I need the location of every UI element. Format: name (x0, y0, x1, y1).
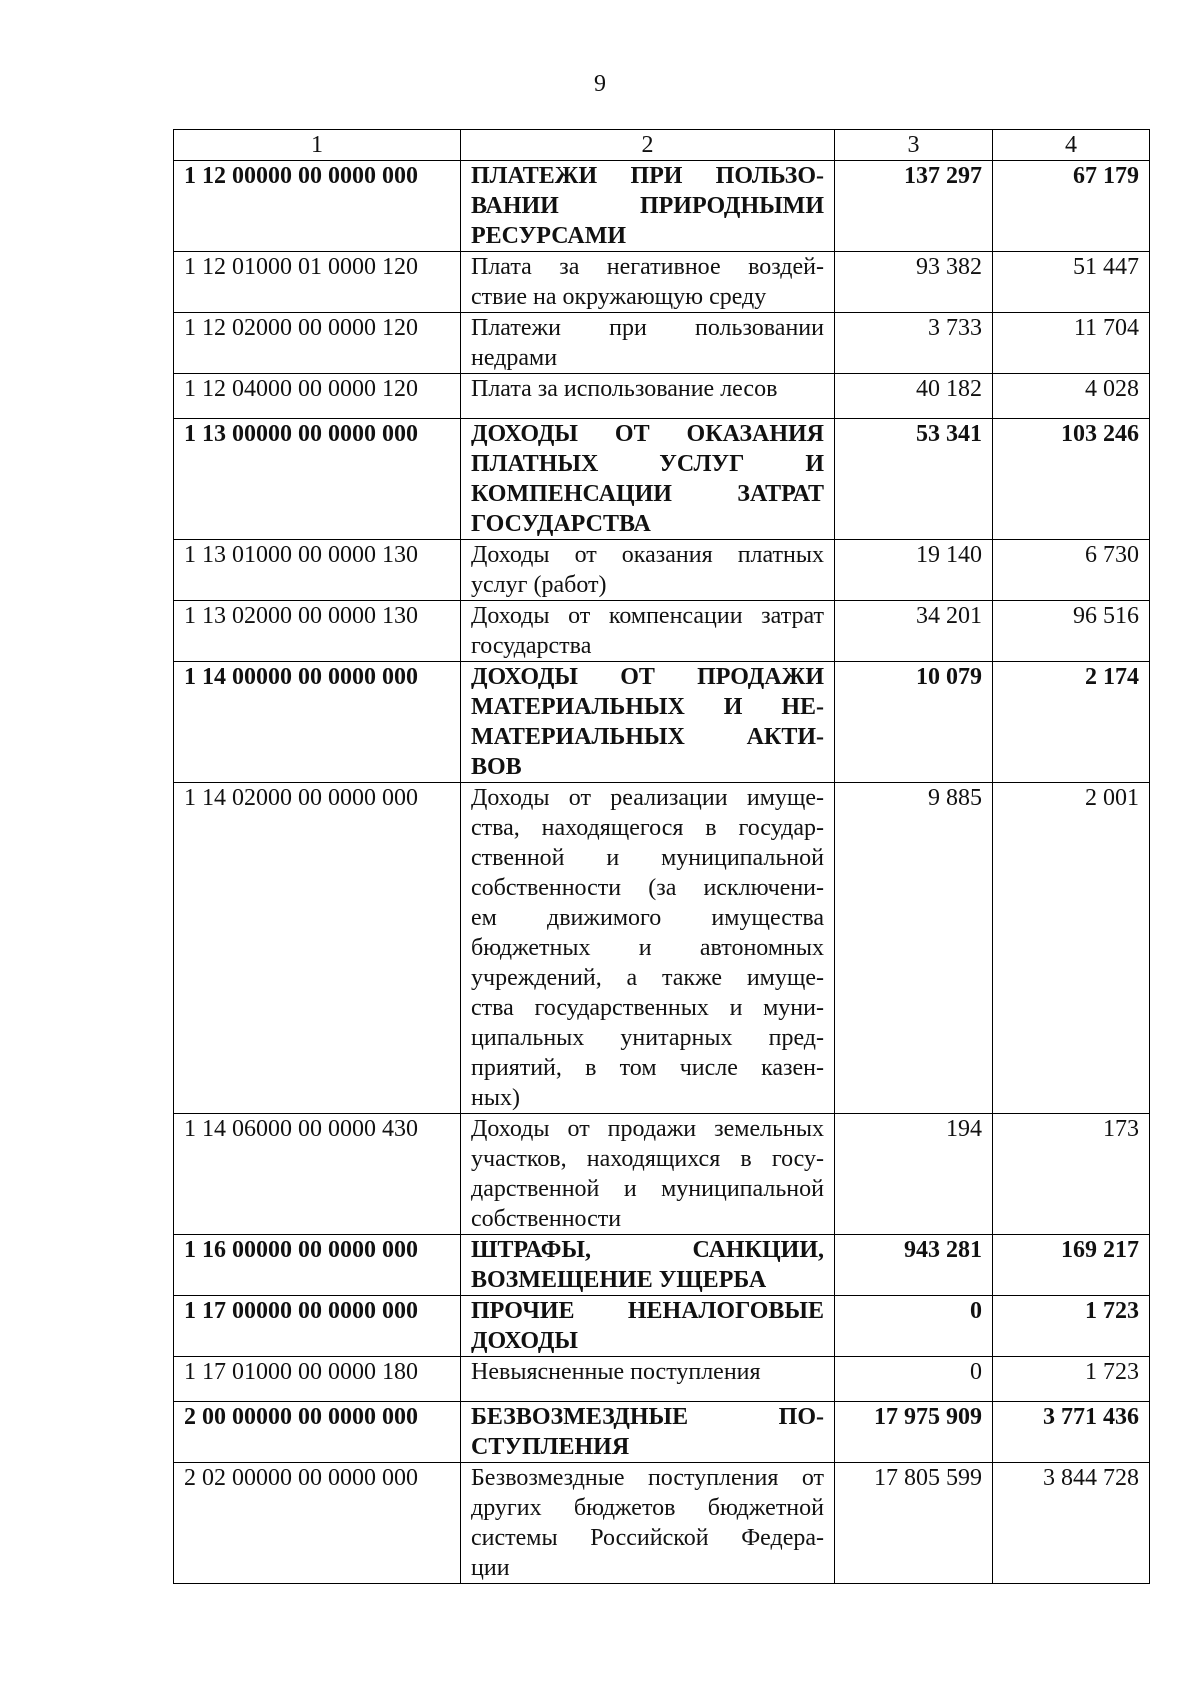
income-name-line: ных) (471, 1085, 520, 1111)
table-row (174, 1357, 1150, 1402)
income-name-line: недрами (471, 345, 558, 371)
income-name-line: Доходы от реализации имуще- (471, 785, 824, 811)
column-header: 4 (993, 130, 1150, 161)
value-col4-cell: 6 730 (993, 540, 1150, 601)
column-header: 1 (174, 130, 461, 161)
value-col4-cell: 3 844 728 (993, 1463, 1150, 1584)
value-col4-cell: 4 028 (993, 374, 1150, 419)
table-row (174, 1114, 1150, 1235)
table-row (174, 783, 1150, 1114)
value-col3-cell: 9 885 (835, 783, 993, 1114)
income-name-line: Плата за использование лесов (471, 376, 778, 402)
income-name-cell (461, 419, 835, 540)
income-name-cell (461, 252, 835, 313)
income-name-line: СТУПЛЕНИЯ (471, 1434, 630, 1460)
income-name-line: ДОХОДЫ ОТ ОКАЗАНИЯ (471, 421, 824, 447)
value-col4-cell: 96 516 (993, 601, 1150, 662)
income-name-line: РЕСУРСАМИ (471, 223, 627, 249)
table-row (174, 419, 1150, 540)
income-name-line: собственности (за исключени- (471, 875, 824, 901)
income-name-line: ГОСУДАРСТВА (471, 511, 651, 537)
table-header-row (174, 130, 1150, 161)
income-name-cell (461, 161, 835, 252)
value-col4-cell: 67 179 (993, 161, 1150, 252)
budget-code-cell: 1 12 01000 01 0000 120 (174, 252, 461, 313)
budget-code-cell: 1 14 02000 00 0000 000 (174, 783, 461, 1114)
budget-code-cell: 1 12 04000 00 0000 120 (174, 374, 461, 419)
value-col4-cell: 11 704 (993, 313, 1150, 374)
value-col3-cell: 3 733 (835, 313, 993, 374)
income-name-cell (461, 313, 835, 374)
income-name-line: ПЛАТНЫХ УСЛУГ И (471, 451, 824, 477)
column-header: 2 (461, 130, 835, 161)
table-row (174, 1235, 1150, 1296)
income-name-cell (461, 1235, 835, 1296)
income-name-line: ства государственных и муни- (471, 995, 824, 1021)
value-col4-cell: 103 246 (993, 419, 1150, 540)
income-name-line: других бюджетов бюджетной (471, 1495, 824, 1521)
income-name-line: МАТЕРИАЛЬНЫХ И НЕ- (471, 694, 824, 720)
value-col3-cell: 17 975 909 (835, 1402, 993, 1463)
income-name-line: ДОХОДЫ ОТ ПРОДАЖИ (471, 664, 824, 690)
value-col4-cell: 3 771 436 (993, 1402, 1150, 1463)
table-row (174, 601, 1150, 662)
income-name-cell (461, 1296, 835, 1357)
income-name-cell (461, 1114, 835, 1235)
income-name-line: дарственной и муниципальной (471, 1176, 824, 1202)
income-name-line: ВОВ (471, 754, 522, 780)
income-name-line: ПРОЧИЕ НЕНАЛОГОВЫЕ (471, 1298, 824, 1324)
income-name-cell (461, 540, 835, 601)
income-name-line: системы Российской Федера- (471, 1525, 824, 1551)
value-col4-cell: 2 001 (993, 783, 1150, 1114)
budget-code-cell: 1 13 01000 00 0000 130 (174, 540, 461, 601)
income-name-line: собственности (471, 1206, 622, 1232)
value-col3-cell: 137 297 (835, 161, 993, 252)
budget-table (173, 129, 1150, 1584)
table-row (174, 313, 1150, 374)
page-number: 9 (594, 71, 606, 97)
income-name-line: ВАНИИ ПРИРОДНЫМИ (471, 193, 824, 219)
value-col3-cell: 34 201 (835, 601, 993, 662)
income-name-cell (461, 1463, 835, 1584)
table-row (174, 1402, 1150, 1463)
table-row (174, 374, 1150, 419)
budget-code-cell: 1 13 02000 00 0000 130 (174, 601, 461, 662)
table-row (174, 161, 1150, 252)
budget-code-cell: 1 12 00000 00 0000 000 (174, 161, 461, 252)
budget-code-cell: 1 14 06000 00 0000 430 (174, 1114, 461, 1235)
value-col3-cell: 53 341 (835, 419, 993, 540)
column-header: 3 (835, 130, 993, 161)
value-col3-cell: 0 (835, 1357, 993, 1402)
income-name-line: Доходы от продажи земельных (471, 1116, 824, 1142)
income-name-line: ципальных унитарных пред- (471, 1025, 824, 1051)
table-row (174, 1463, 1150, 1584)
table-row (174, 662, 1150, 783)
value-col3-cell: 17 805 599 (835, 1463, 993, 1584)
table-row (174, 540, 1150, 601)
income-name-line: ства, находящегося в государ- (471, 815, 824, 841)
budget-code-cell: 1 17 01000 00 0000 180 (174, 1357, 461, 1402)
table-row (174, 1296, 1150, 1357)
value-col3-cell: 0 (835, 1296, 993, 1357)
value-col3-cell: 943 281 (835, 1235, 993, 1296)
income-name-line: ственной и муниципальной (471, 845, 824, 871)
budget-code-cell: 1 16 00000 00 0000 000 (174, 1235, 461, 1296)
value-col3-cell: 10 079 (835, 662, 993, 783)
income-name-line: участков, находящихся в госу- (471, 1146, 824, 1172)
income-name-line: БЕЗВОЗМЕЗДНЫЕ ПО- (471, 1404, 824, 1430)
value-col4-cell: 1 723 (993, 1357, 1150, 1402)
income-name-line: ПЛАТЕЖИ ПРИ ПОЛЬЗО- (471, 163, 824, 189)
income-name-cell (461, 374, 835, 419)
income-name-line: ВОЗМЕЩЕНИЕ УЩЕРБА (471, 1267, 767, 1293)
budget-code-cell: 2 02 00000 00 0000 000 (174, 1463, 461, 1584)
budget-code-cell: 2 00 00000 00 0000 000 (174, 1402, 461, 1463)
budget-code-cell: 1 17 00000 00 0000 000 (174, 1296, 461, 1357)
income-name-line: Доходы от компенсации затрат (471, 603, 824, 629)
table-row (174, 252, 1150, 313)
income-name-line: Платежи при пользовании (471, 315, 824, 341)
budget-code-cell: 1 13 00000 00 0000 000 (174, 419, 461, 540)
income-name-cell (461, 783, 835, 1114)
income-name-line: Невыясненные поступления (471, 1359, 761, 1385)
income-name-line: приятий, в том числе казен- (471, 1055, 824, 1081)
budget-code-cell: 1 14 00000 00 0000 000 (174, 662, 461, 783)
income-name-line: ем движимого имущества (471, 905, 824, 931)
income-name-line: МАТЕРИАЛЬНЫХ АКТИ- (471, 724, 824, 750)
income-name-line: ШТРАФЫ, САНКЦИИ, (471, 1237, 824, 1263)
value-col4-cell: 51 447 (993, 252, 1150, 313)
value-col3-cell: 19 140 (835, 540, 993, 601)
value-col4-cell: 169 217 (993, 1235, 1150, 1296)
income-name-line: учреждений, а также имуще- (471, 965, 824, 991)
value-col3-cell: 194 (835, 1114, 993, 1235)
budget-code-cell: 1 12 02000 00 0000 120 (174, 313, 461, 374)
income-name-cell (461, 601, 835, 662)
income-name-line: КОМПЕНСАЦИИ ЗАТРАТ (471, 481, 824, 507)
income-name-line: ции (471, 1555, 510, 1581)
income-name-line: ДОХОДЫ (471, 1328, 578, 1354)
income-name-cell (461, 662, 835, 783)
income-name-line: государства (471, 633, 592, 659)
income-name-line: ствие на окружающую среду (471, 284, 767, 310)
income-name-line: Плата за негативное воздей- (471, 254, 824, 280)
income-name-line: бюджетных и автономных (471, 935, 824, 961)
value-col3-cell: 93 382 (835, 252, 993, 313)
income-name-line: Доходы от оказания платных (471, 542, 824, 568)
income-name-line: Безвозмездные поступления от (471, 1465, 824, 1491)
value-col4-cell: 1 723 (993, 1296, 1150, 1357)
value-col3-cell: 40 182 (835, 374, 993, 419)
income-name-cell (461, 1402, 835, 1463)
table-body (174, 161, 1150, 1584)
income-name-cell (461, 1357, 835, 1402)
value-col4-cell: 173 (993, 1114, 1150, 1235)
income-name-line: услуг (работ) (471, 572, 607, 598)
value-col4-cell: 2 174 (993, 662, 1150, 783)
